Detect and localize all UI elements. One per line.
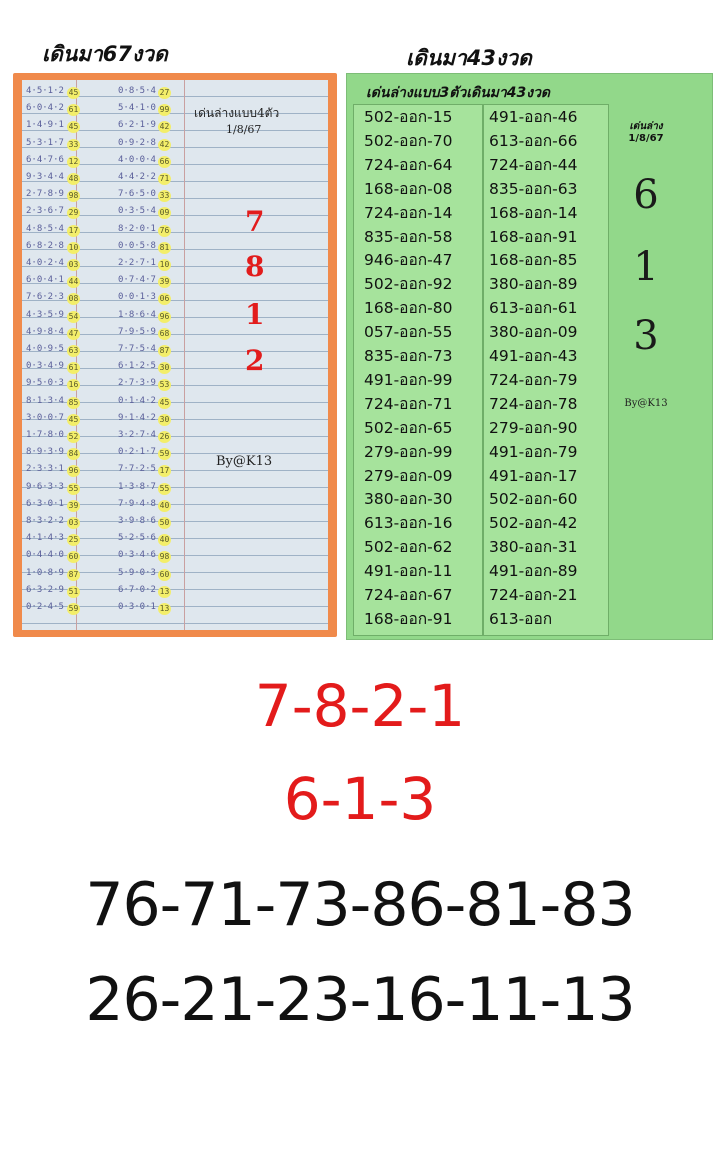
column-2-entry: 835-ออก-63 (489, 179, 578, 198)
column-2-entry: 724-ออก-79 (489, 370, 578, 389)
side-digit-1: 6 (633, 172, 659, 218)
column-2-entry: 724-ออก-44 (489, 155, 578, 174)
bottom-line-3: 76-71-73-86-81-83 (85, 870, 635, 940)
column-2-entry: 380-ออก-31 (489, 538, 578, 557)
notebook-digit-3: 1 (245, 298, 265, 331)
column-2-entry: 491-ออก-17 (489, 466, 578, 485)
side-date: 1/8/67 (628, 133, 664, 144)
column-2-entry: 502-ออก-42 (489, 514, 578, 533)
bottom-line-2: 6-1-3 (283, 765, 437, 833)
column-1-entry: 946-ออก-47 (364, 251, 453, 270)
column-2-entry: 380-ออก-89 (489, 275, 578, 294)
notebook-digit-2: 8 (245, 250, 265, 283)
column-2-entry: 491-ออก-46 (489, 108, 578, 126)
column-2-entry: 279-ออก-90 (489, 418, 578, 437)
notebook-digit-1: 7 (245, 205, 265, 238)
side-digit-3: 3 (633, 313, 659, 359)
notebook-title: เด่นล่างแบบ4ตัว (194, 106, 280, 120)
column-2-entry: 724-ออก-78 (489, 394, 578, 413)
column-1-entry: 168-ออก-91 (364, 609, 453, 628)
side-signature: By@K13 (624, 398, 668, 409)
column-1-entry: 502-ออก-92 (364, 275, 453, 294)
side-digit-2: 1 (633, 244, 659, 290)
bottom-line-4: 26-21-23-16-11-13 (85, 965, 635, 1035)
notebook-photo: 4·5·1·2 45 0·8·5·4 27 6·0·4·2 61 5·4·1·0 99 1·4·9·1 45 6·2·1·9 42 5·3·1·7 33 0·9·2·8 42 6·4·7·6 12 4·0·0·4 66 9·3·4·4 48 4·4·2·2 71 2·7·8·9 98 7·6·5·0 33 2·3·6·7 29 0·3·5·4 09 4·8·5·4 17 8·2·0·1 76 6·8·2·8 10 0·0·5·8 81 4·0·2·4 03 2·2·7·1 10 6·0·4·1 44 0·7·4·7 39 7·6·2·3 08 0·0·1·3 06 4·3·5·9 54 1·8·6·4 96 4·9·8·4 47 7·9·5·9 68 4·0·9·5 63 7·7·5·4 87 0·3·4·9 61 6·1·2·5 30 9·5·0·3 16 2·7·3·9 53 8·1·3·4 85 0·1·4·2 45 3·0·0·7 45 9·1·4·2 30 1·7·8·0 52 3·2·7·4 26 8·9·3·9 84 0·2·1·7 59 2·3·3·1 96 7·7·2·5 17 9·6·3·3 55 1·3·8·7 55 6·3·0·1 39 7·9·4·8 40 8·3·2·2 03 3·9·8·6 50 4·1·4·3 25 5·2·5·6 40 0·4·4·0 60 0·3·4·6 98 1·0·8·9 87 5·9·0·3 60 6·3·2·9 51 6·7·0·2 13 0·2·4·5 59 0·3·0·1 13 เด่นล่างแบบ4ตัว 1/8/67 7 8 1 2 By@K13 (22, 80, 328, 630)
column-2-entry: 380-ออก-09 (489, 323, 578, 342)
bottom-line-1: 7-8-2-1 (254, 672, 466, 740)
column-1-entry: 502-ออก-70 (364, 131, 453, 150)
column-1-entry: 502-ออก-65 (364, 418, 453, 437)
column-1-entry: 491-ออก-11 (364, 562, 453, 581)
column-2-entry: 491-ออก-43 (489, 347, 578, 365)
column-2-entry: 168-ออก-91 (489, 227, 578, 246)
column-2-entry: 724-ออก-21 (489, 586, 578, 604)
column-1-entry: 491-ออก-99 (364, 370, 453, 389)
green-panel-title: เด่นล่างแบบ3ตัวเดินมา43งวด (366, 85, 551, 101)
column-1-entry: 724-ออก-64 (364, 155, 453, 174)
column-2-entry: 168-ออก-85 (489, 251, 578, 270)
side-label: เด่นล่าง (629, 121, 663, 132)
column-1-entry: 279-ออก-09 (364, 466, 453, 485)
column-1-entry: 502-ออก-15 (364, 108, 453, 126)
column-1-entry: 835-ออก-73 (364, 347, 453, 365)
column-2-entry: 491-ออก-79 (489, 442, 578, 461)
column-1-entry: 279-ออก-99 (364, 442, 453, 461)
column-1-entry: 380-ออก-30 (364, 490, 453, 509)
column-1-entry: 724-ออก-14 (364, 203, 453, 222)
column-1-entry: 724-ออก-71 (364, 394, 453, 413)
column-2-entry: 168-ออก-14 (489, 203, 578, 222)
column-2-entry: 613-ออก (489, 609, 553, 628)
right-heading: เดินมา43งวด (406, 46, 532, 70)
notebook-signature: By@K13 (216, 454, 273, 469)
notebook-digit-4: 2 (245, 344, 265, 377)
left-heading: เดินมา67งวด (42, 42, 168, 66)
column-1-entry: 613-ออก-16 (364, 514, 453, 533)
column-1-entry: 168-ออก-80 (364, 299, 453, 318)
column-1-entry: 502-ออก-62 (364, 538, 453, 557)
column-2-entry: 613-ออก-61 (489, 299, 578, 318)
notebook-date: 1/8/67 (226, 123, 262, 136)
column-1-entry: 724-ออก-67 (364, 586, 453, 604)
column-2-entry: 491-ออก-89 (489, 562, 578, 581)
column-1-entry: 057-ออก-55 (364, 323, 453, 342)
column-2-entry: 502-ออก-60 (489, 490, 578, 509)
column-1-entry: 168-ออก-08 (364, 179, 453, 198)
column-1-entry: 835-ออก-58 (364, 227, 453, 246)
column-2-entry: 613-ออก-66 (489, 131, 578, 150)
